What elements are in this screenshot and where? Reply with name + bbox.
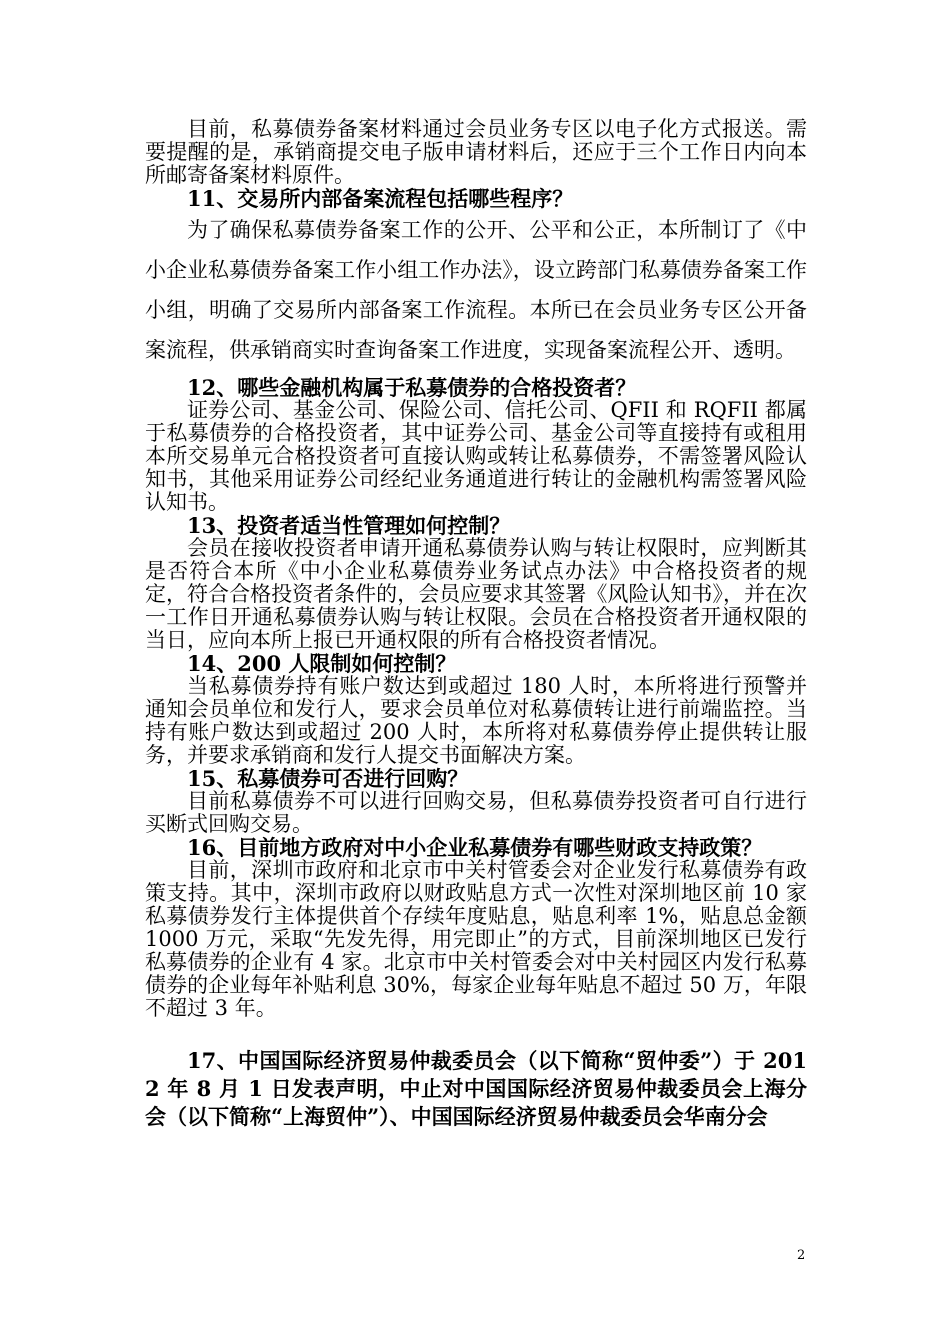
answer-14-paragraph: 当私募债券持有账户数达到或超过 180 人时，本所将进行预警并通知会员单位和发行人，要求会员单位对私募债转让进行前端监控。当持有账户数达到或超过 200 人时，本所将对私募债券停止提供转让服务，并要求承销商和发行人提交书面解决方案。 — [145, 674, 807, 767]
answer-13-paragraph: 会员在接收投资者申请开通私募债券认购与转让权限时，应判断其是否符合本所《中小企业私募债券业务试点办法》中合格投资者的规定，符合合格投资者条件的，会员应要求其签署《风险认知书》，并在次一工作日开通私募债券认购与转让权限。会员在合格投资者开通权限的当日，应向本所上报已开通权限的所有合格投资者情况。 — [145, 536, 807, 652]
question-16-heading: 16、目前地方政府对中小企业私募债券有哪些财政支持政策？ — [187, 835, 763, 860]
answer-16-paragraph: 目前，深圳市政府和北京市中关村管委会对企业发行私募债券有政策支持。其中，深圳市政府以财政贴息方式一次性对深圳地区前 10 家私募债券发行主体提供首个存续年度贴息，贴息利率 1%，贴息总金额 1000 万元，采取“先发先得，用完即止”的方式，目前深圳地区已发行私募债券的企业有 4 家。北京市中关村管委会对中关村园区内发行私募债券的企业每年补贴利息 30%，每家企业每年贴息不超过 50 万，年限不超过 3 年。 — [145, 858, 807, 1020]
answer-15-paragraph: 目前私募债券不可以进行回购交易，但私募债券投资者可自行进行买断式回购交易。 — [145, 789, 807, 836]
document-body — [145, 118, 807, 1131]
question-13-heading: 13、投资者适当性管理如何控制？ — [187, 513, 511, 538]
spacer — [145, 1020, 807, 1047]
question-17-paragraph: 17、中国国际经济贸易仲裁委员会（以下简称“贸仲委”）于 2012 年 8 月 1 日发表声明，中止对中国国际经济贸易仲裁委员会上海分会（以下简称“上海贸仲”）、中国国际经济贸易仲裁委员会华南分会 — [145, 1048, 807, 1129]
question-11-heading: 11、交易所内部备案流程包括哪些程序？ — [187, 186, 574, 211]
paragraph-submission: 目前，私募债券备案材料通过会员业务专区以电子化方式报送。需要提醒的是，承销商提交电子版申请材料后，还应于三个工作日内向本所邮寄备案材料原件。 — [145, 117, 807, 187]
question-14-heading: 14、200 人限制如何控制？ — [187, 651, 457, 676]
page-number: 2 — [797, 1248, 806, 1263]
answer-12-paragraph: 证券公司、基金公司、保险公司、信托公司、QFII 和 RQFII 都属于私募债券的合格投资者，其中证券公司、基金公司等直接持有或租用本所交易单元合格投资者可直接认购或转让私募债券，不需签署风险认知书，其他采用证券公司经纪业务通道进行转让的金融机构需签署风险认知书。 — [145, 398, 807, 514]
question-12-heading: 12、哪些金融机构属于私募债券的合格投资者？ — [187, 375, 637, 400]
question-15-heading: 15、私募债券可否进行回购？ — [187, 766, 469, 791]
answer-11-paragraph: 为了确保私募债券备案工作的公开、公平和公正，本所制订了《中小企业私募债券备案工作小组工作办法》，设立跨部门私募债券备案工作小组，明确了交易所内部备案工作流程。本所已在会员业务专区公开备案流程，供承销商实时查询备案工作进度，实现备案流程公开、透明。 — [145, 218, 807, 362]
